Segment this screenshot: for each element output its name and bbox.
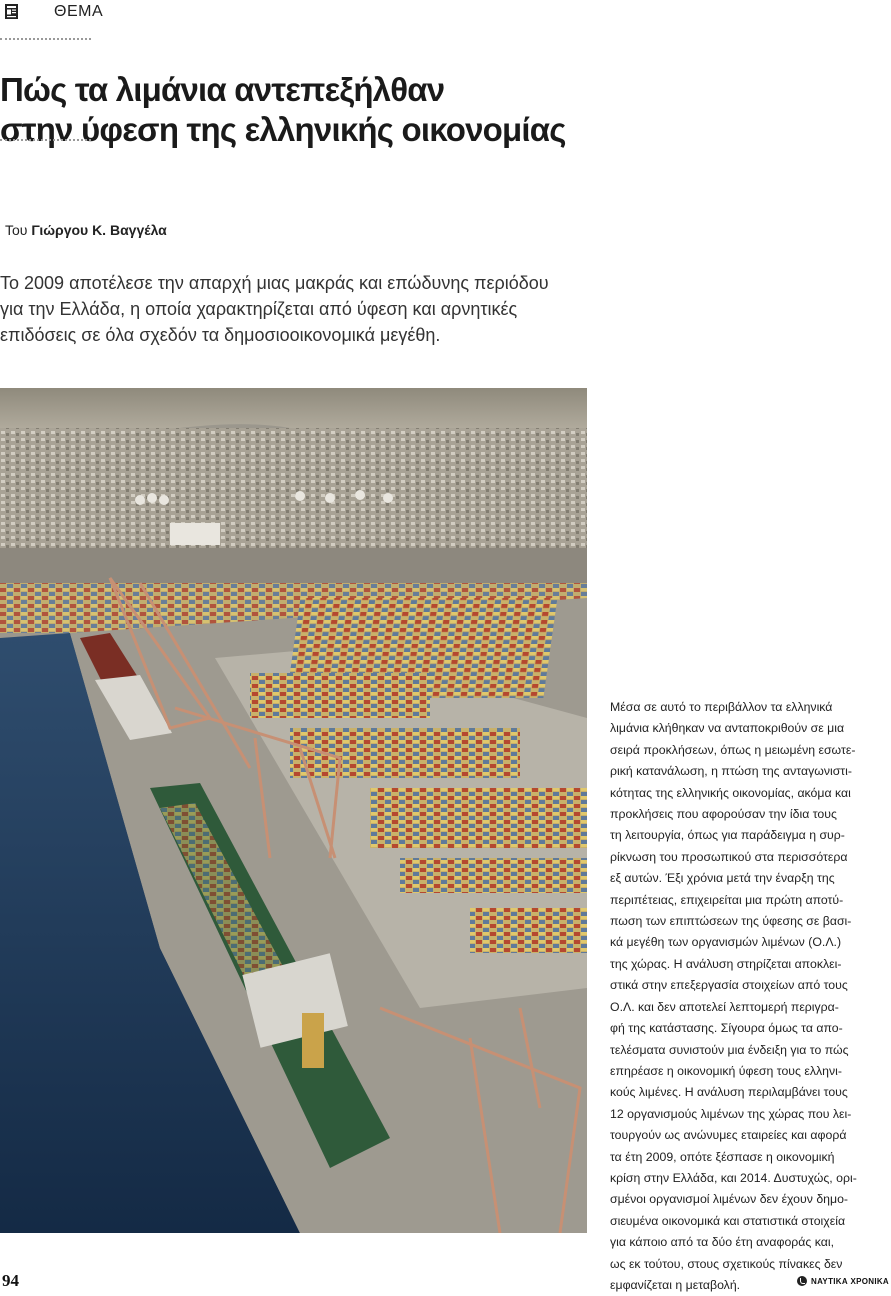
byline-prefix: Του xyxy=(5,222,28,238)
body-line: ρίκνωση του προσωπικού στα περισσότερα xyxy=(610,849,848,864)
body-line: κότητας της ελληνικής οικονομίας, ακόμα και xyxy=(610,785,851,800)
body-line: πωση των επιπτώσεων της ύφεσης σε βασι- xyxy=(610,914,852,929)
title-line: Πώς τα λιμάνια αντεπεξήλθαν xyxy=(0,71,445,108)
body-text xyxy=(610,697,890,1296)
body-line: κά μεγέθη των οργανισμών λιμένων (Ο.Λ.) xyxy=(610,935,842,950)
body-line: κρίση στην Ελλάδα, και 2014. Δυστυχώς, ορι- xyxy=(610,1170,857,1185)
body-line: στικά στην επεξεργασία στοιχείων από τους xyxy=(610,978,848,993)
body-line: εμφανίζεται η μεταβολή. xyxy=(610,1277,741,1292)
body-line: τη λειτουργία, όπως για παράδειγμα η συρ- xyxy=(610,828,845,843)
lead-paragraph xyxy=(0,270,590,348)
body-line: περιπέτειας, επιχειρείται μια πρώτη αποτύ- xyxy=(610,892,844,907)
body-line: Ο.Λ. και δεν αποτελεί λεπτομερή περιγρα- xyxy=(610,999,839,1014)
body-line: ως εκ τούτου, στους σχετικούς πίνακες δεν xyxy=(610,1256,843,1271)
brand-logo-icon xyxy=(797,1276,807,1286)
body-line: σμένοι οργανισμοί λιμένων δεν έχουν δημο- xyxy=(610,1192,849,1207)
byline xyxy=(5,222,167,238)
page-number: 94 xyxy=(2,1271,19,1290)
body-line: εξ αυτών. Έξι χρόνια μετά την έναρξη της xyxy=(610,871,835,886)
body-line: της χώρας. Η ανάλυση στηρίζεται αποκλει- xyxy=(610,956,842,971)
body-line: τουργούν ως ανώνυμες εταιρείες και αφορά xyxy=(610,1128,847,1143)
section-label: ΘΕΜΑ xyxy=(54,3,104,20)
title-divider xyxy=(0,139,91,141)
body-line: τα έτη 2009, οπότε ξέσπασε η οικονομική xyxy=(610,1149,835,1164)
port-aerial-photo xyxy=(0,388,587,1233)
body-line: ρική κατανάλωση, η πτώση της ανταγωνιστι- xyxy=(610,764,852,779)
document-icon xyxy=(3,3,20,20)
byline-author: Γιώργου Κ. Βαγγέλα xyxy=(31,222,167,238)
body-line: κούς λιμένες. Η ανάλυση περιλαμβάνει τους xyxy=(610,1085,848,1100)
lead-line: επιδόσεις σε όλα σχεδόν τα δημοσιοοικονομικά μεγέθη. xyxy=(0,325,441,345)
lead-line: Το 2009 αποτέλεσε την απαρχή μιας μακράς και επώδυνης περιόδου xyxy=(0,273,549,293)
body-line: προκλήσεις που αφορούσαν την ίδια τους xyxy=(610,807,837,822)
body-line: τελέσματα συνιστούν μια ένδειξη για το πώς xyxy=(610,1042,849,1057)
body-line: σειρά προκλήσεων, όπως η μειωμένη εσωτε- xyxy=(610,742,856,757)
body-line: επηρέασε η οικονομική ύφεση τους ελληνι- xyxy=(610,1063,842,1078)
body-line: Μέσα σε αυτό το περιβάλλον τα ελληνικά xyxy=(610,700,833,714)
body-line: για κάποιο από τα δύο έτη αναφοράς και, xyxy=(610,1235,835,1250)
section-divider xyxy=(0,38,91,40)
body-line: φή της κατάστασης. Σίγουρα όμως τα απο- xyxy=(610,1021,843,1036)
title-line: στην ύφεση της ελληνικής οικονομίας xyxy=(0,111,566,148)
body-line: λιμάνια κλήθηκαν να ανταποκριθούν σε μια xyxy=(610,721,845,736)
body-line: 12 οργανισμούς λιμένων της χώρας που λει- xyxy=(610,1106,852,1121)
footer-brand xyxy=(797,1276,889,1286)
lead-line: για την Ελλάδα, η οποία χαρακτηρίζεται από ύφεση και αρνητικές xyxy=(0,299,518,319)
article-title xyxy=(0,70,700,150)
body-line: σιευμένα οικονομικά και στατιστικά στοιχεία xyxy=(610,1213,846,1228)
brand-name: ΝΑΥΤΙΚΑ ΧΡΟΝΙΚΑ xyxy=(811,1276,889,1286)
